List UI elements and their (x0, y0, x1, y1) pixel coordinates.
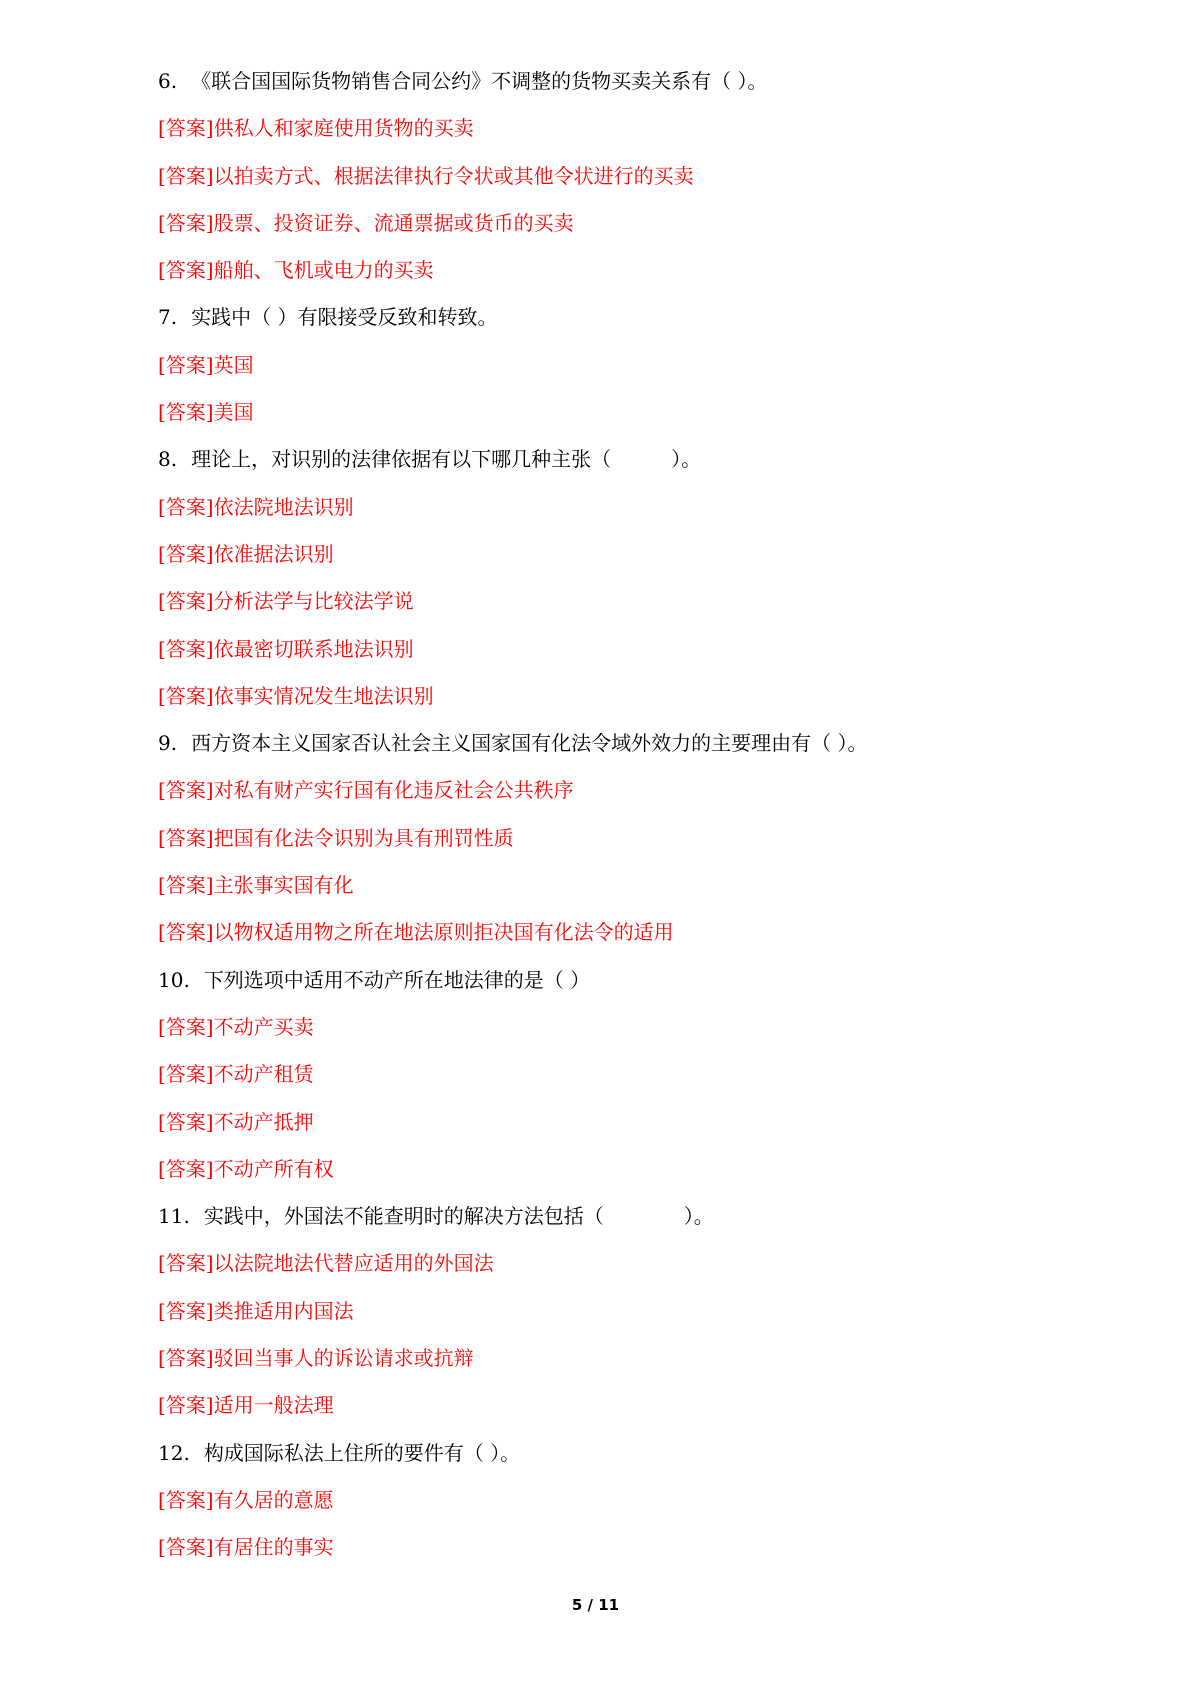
answer-line: [答案]把国有化法令识别为具有刑罚性质 (158, 825, 514, 850)
question-number: 12. (158, 1440, 190, 1465)
question-text: 实践中（ ）有限接受反致和转致。 (191, 305, 498, 330)
question-text: 理论上，对识别的法律依据有以下哪几种主张（ ）。 (191, 447, 702, 472)
question-number: 7. (158, 305, 178, 330)
question-text: 构成国际私法上住所的要件有（ ）。 (203, 1440, 521, 1465)
question-7 (158, 298, 1058, 345)
answer-line: [答案]不动产抵押 (158, 1109, 314, 1134)
answer-line: [答案]适用一般法理 (158, 1393, 334, 1418)
answer-line: [答案]依准据法识别 (158, 541, 334, 566)
answer-line: [答案]有久居的意愿 (158, 1487, 334, 1512)
answer-line: [答案]供私人和家庭使用货物的买卖 (158, 116, 474, 141)
question-6 (158, 62, 1058, 109)
question-text: 《联合国国际货物销售合同公约》不调整的货物买卖关系有（ ）。 (191, 69, 768, 93)
answer-line: [答案]分析法学与比较法学说 (158, 589, 414, 614)
question-12 (158, 1434, 1058, 1481)
answer-line: [答案]有居住的事实 (158, 1535, 334, 1560)
answer-line: [答案]依法院地法识别 (158, 494, 354, 519)
answer-line: [答案]股票、投资证券、流通票据或货币的买卖 (158, 210, 574, 235)
answer-line: [答案]驳回当事人的诉讼请求或抗辩 (158, 1346, 474, 1371)
page-number: 5 / 11 (571, 1596, 620, 1614)
answer-line: [答案]不动产所有权 (158, 1156, 334, 1181)
question-text: 下列选项中适用不动产所在地法律的是（ ） (203, 967, 591, 992)
document-body (158, 62, 1058, 1576)
answer-line: [答案]美国 (158, 400, 254, 425)
question-number: 8. (158, 447, 178, 472)
answer-line: [答案]类推适用内国法 (158, 1298, 354, 1323)
answer-line: [答案]船舶、飞机或电力的买卖 (158, 258, 434, 283)
question-number: 6. (158, 69, 178, 93)
answer-line: [答案]以拍卖方式、根据法律执行令状或其他令状进行的买卖 (158, 163, 694, 188)
question-text: 西方资本主义国家否认社会主义国家国有化法令域外效力的主要理由有（ ）。 (191, 731, 868, 756)
answer-line: [答案]不动产租赁 (158, 1062, 314, 1087)
answer-line: [答案]不动产买卖 (158, 1014, 314, 1039)
question-number: 11. (158, 1204, 190, 1229)
answer-line: [答案]主张事实国有化 (158, 873, 354, 898)
question-number: 9. (158, 731, 178, 756)
answer-line: [答案]以法院地法代替应适用的外国法 (158, 1251, 494, 1276)
question-number: 10. (158, 967, 190, 992)
answer-line: [答案]依最密切联系地法识别 (158, 636, 414, 661)
question-9 (158, 724, 1058, 771)
question-11 (158, 1197, 1058, 1244)
answer-line: [答案]依事实情况发生地法识别 (158, 683, 434, 708)
answer-line: [答案]英国 (158, 352, 254, 377)
question-10 (158, 961, 1058, 1008)
answer-line: [答案]对私有财产实行国有化违反社会公共秩序 (158, 778, 574, 803)
question-text: 实践中，外国法不能查明时的解决方法包括（ ）。 (203, 1204, 714, 1229)
answer-line: [答案]以物权适用物之所在地法原则拒决国有化法令的适用 (158, 920, 674, 945)
question-8 (158, 440, 1058, 487)
